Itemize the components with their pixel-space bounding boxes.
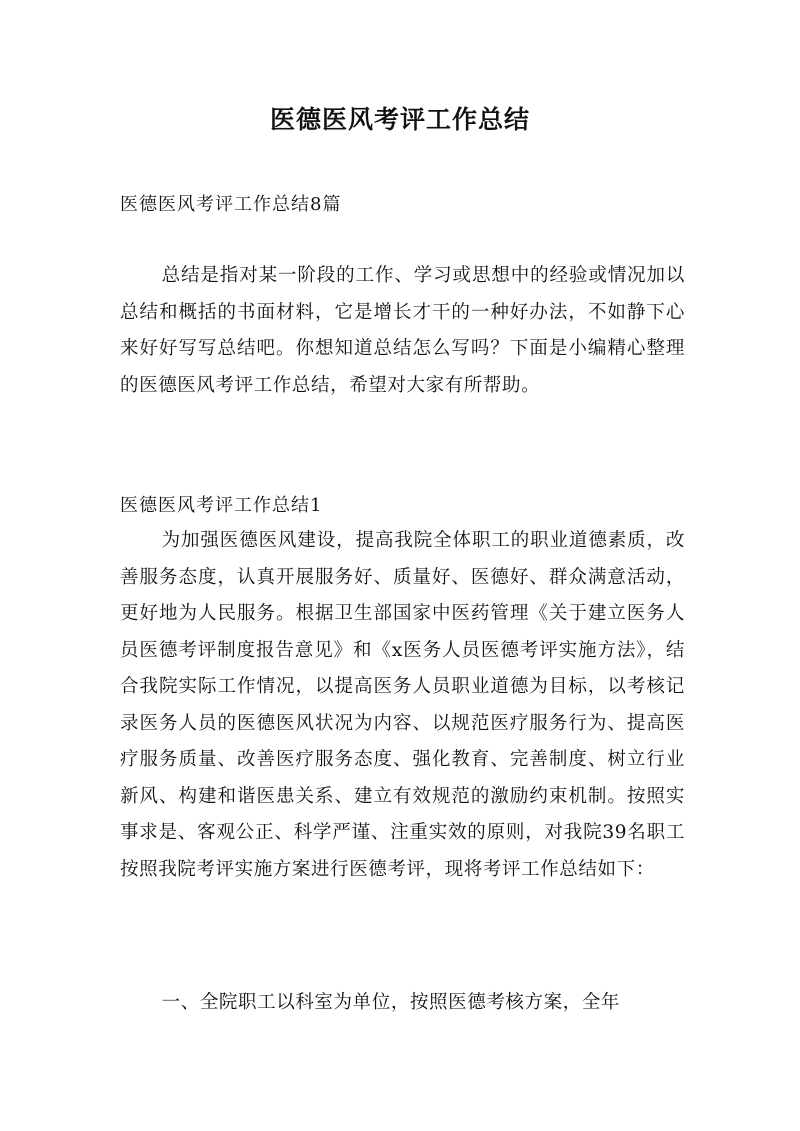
section-heading: 医德医风考评工作总结1	[120, 495, 323, 516]
document-subtitle: 医德医风考评工作总结8篇	[120, 194, 342, 215]
intro-paragraph: 总结是指对某一阶段的工作、学习或思想中的经验或情况加以总结和概括的书面材料，它是增长才干的一种好办法，不如静下心来好好写写总结吧。你想知道总结怎么写吗？下面是小编精心整理的医德医风考评工作总结，希望对大家有所帮助。	[120, 265, 685, 396]
document-title: 医德医风考评工作总结	[269, 105, 530, 134]
body-paragraph-2: 一、全院职工以科室为单位，按照医德考核方案，全年	[161, 992, 621, 1013]
body-paragraph-1: 为加强医德医风建设，提高我院全体职工的职业道德素质，改善服务态度，认真开展服务好、质量好、医德好、群众满意活动，更好地为人民服务。根据卫生部国家中医药管理《关于建立医务人员医德考评制度报告意见》和《x医务人员医德考评实施方法》，结合我院实际工作情况，以提高医务人员职业道德为目标，以考核记录医务人员的医德医风状况为内容、以规范医疗服务行为、提高医疗服务质量、改善医疗服务态度、强化教育、完善制度、树立行业新风、构建和谐医患关系、建立有效规范的激励约束机制。按照实事求是、客观公正、科学严谨、注重实效的原则，对我院39名职工按照我院考评实施方案进行医德考评，现将考评工作总结如下：	[120, 530, 685, 880]
